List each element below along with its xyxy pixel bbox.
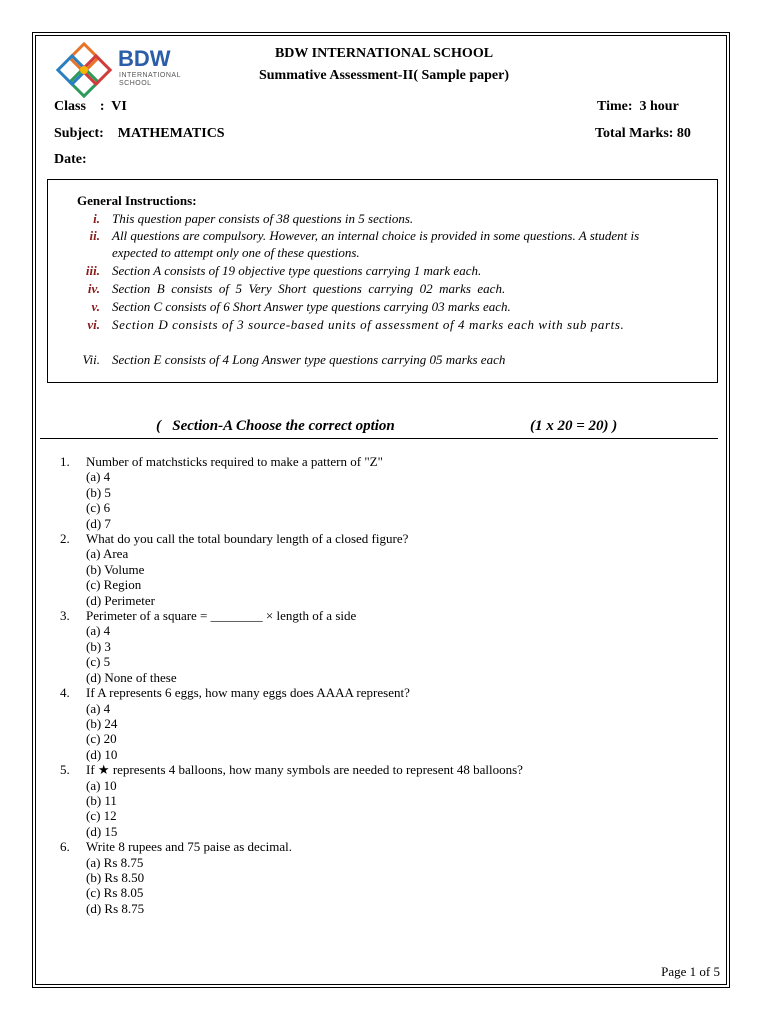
option: (a) 4 (86, 700, 111, 716)
option: (a) Area (86, 546, 129, 562)
option: (d) 7 (86, 515, 111, 531)
question-item: 6. Write 8 rupees and 75 paise as decimal. (a) Rs 8.75 (b) Rs 8.50 (c) Rs 8.05 (d) Rs 8.75 (60, 839, 680, 916)
option: (a) 10 (86, 777, 117, 793)
option: (b) 3 (86, 638, 111, 654)
instruction-item: i. This question paper consists of 38 questions in 5 sections. (93, 211, 414, 226)
option: (c) Region (86, 577, 142, 593)
option: (b) 24 (86, 715, 118, 731)
instruction-item: Vii. Section E consists of 4 Long Answer type questions carrying 05 marks each (82, 352, 506, 367)
option: (d) Perimeter (86, 592, 155, 608)
option: (d) Rs 8.75 (86, 900, 145, 916)
question-item: 4. If A represents 6 eggs, how many eggs does AAAA represent? (a) 4 (b) 24 (c) 20 (d) 10 (60, 685, 680, 762)
page-number: Page 1 of 5 (661, 964, 720, 979)
question-item: 2. What do you call the total boundary length of a closed figure? (a) Area (b) Volume (c) Region (d) Perimeter (60, 531, 680, 608)
paper-title: Summative Assessment-II( Sample paper) (258, 68, 510, 83)
logo-sub1: INTERNATIONAL (119, 72, 181, 79)
option: (d) 10 (86, 746, 118, 762)
question-item: 1. Number of matchsticks required to make a pattern of "Z" (a) 4 (b) 5 (c) 6 (d) 7 (60, 454, 680, 531)
option: (c) Rs 8.05 (86, 885, 144, 901)
instruction-item: vi. Section D consists of 3 source-based units of assessment of 4 marks each with sub parts. (87, 317, 625, 332)
option: (c) 5 (86, 654, 111, 670)
section-a-title: ( Section-A Choose the correct option (156, 418, 395, 434)
option: (c) 12 (86, 808, 117, 824)
section-a-marks: (1 x 20 = 20) ) (530, 418, 618, 434)
logo-sub2: SCHOOL (119, 80, 152, 87)
instructions-title: General Instructions: (77, 193, 197, 208)
option: (c) 6 (86, 500, 111, 516)
class-label: Class : VI (54, 99, 127, 114)
date-label: Date: (54, 152, 87, 167)
option: (c) 20 (86, 731, 117, 747)
option: (d) 15 (86, 823, 118, 839)
option: (b) 11 (86, 792, 117, 808)
option: (b) Rs 8.50 (86, 869, 145, 885)
subject-label: Subject: MATHEMATICS (54, 126, 225, 141)
option: (a) Rs 8.75 (86, 854, 144, 870)
option: (a) 4 (86, 623, 111, 639)
instruction-item: ii. All questions are compulsory. However, an internal choice is provided in some questions. A student is expected to attempt only one of these questions. (89, 228, 659, 260)
option: (a) 4 (86, 469, 111, 485)
school-name: BDW INTERNATIONAL SCHOOL (274, 46, 494, 61)
instruction-item: iv. Section B consists of 5 Very Short questions carrying 02 marks each. (87, 281, 506, 296)
option: (b) Volume (86, 561, 145, 577)
option: (b) 5 (86, 484, 111, 500)
option: (d) None of these (86, 669, 177, 685)
logo-text: BDW (118, 46, 171, 71)
question-item: 3. Perimeter of a square = ________ × length of a side (a) 4 (b) 3 (c) 5 (d) None of these (60, 608, 680, 685)
total-marks-label: Total Marks: 80 (595, 126, 691, 141)
section-a-heading (40, 418, 718, 439)
instruction-item: iii. Section A consists of 19 objective type questions carrying 1 mark each. (85, 263, 482, 278)
question-list (60, 454, 680, 916)
time-label: Time: 3 hour (597, 99, 679, 114)
question-item: 5. If ★ represents 4 balloons, how many symbols are needed to represent 48 balloons? (a) 10 (b) 11 (c) 12 (d) 15 (60, 762, 680, 839)
instruction-item: v. Section C consists of 6 Short Answer type questions carrying 03 marks each. (91, 299, 511, 314)
